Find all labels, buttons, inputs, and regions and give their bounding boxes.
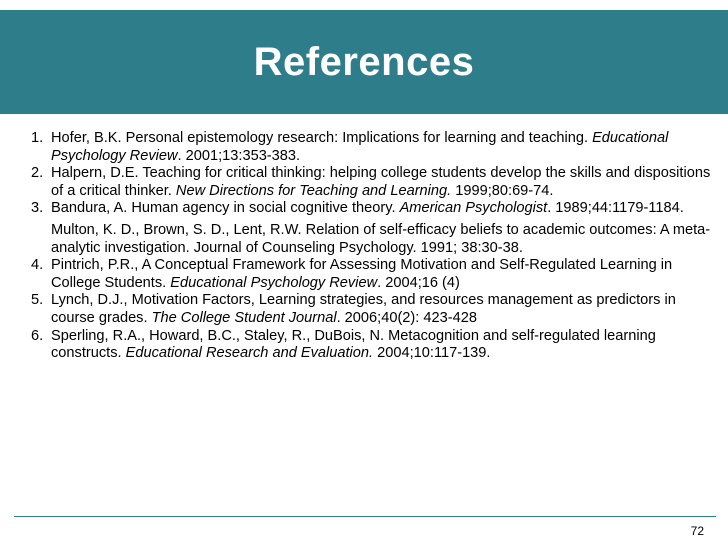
reference-item	[31, 257, 711, 292]
reference-number: 6.	[31, 327, 44, 344]
reference-item	[31, 292, 711, 327]
reference-source: The College Student Journal	[151, 309, 337, 326]
reference-text: Hofer, B.K. Personal epistemology research: Implications for learning and teaching.	[51, 130, 593, 146]
reference-list	[31, 130, 711, 363]
reference-details: 1999;80:69-74.	[451, 182, 554, 199]
reference-source: Educational Psychology Review	[170, 274, 378, 291]
reference-item	[31, 200, 711, 218]
reference-item	[31, 130, 711, 165]
reference-number: 1.	[31, 130, 44, 146]
reference-item	[31, 222, 711, 257]
reference-number: 2.	[31, 165, 44, 182]
slide-title: References	[253, 39, 475, 84]
reference-text: Sperling, R.A., Howard, B.C., Staley, R., DuBois, N. Metacognition and self-regulated learning constructs.	[51, 327, 656, 362]
reference-source: American Psychologist	[399, 200, 548, 217]
reference-details: . 2001;13:353-383.	[177, 147, 301, 164]
page-number: 72	[690, 524, 704, 538]
reference-item	[31, 328, 711, 363]
reference-details: 2004;10:117-139.	[373, 345, 491, 362]
reference-text: Halpern, D.E. Teaching for critical thinking: helping college students develop the skills and dispositions of a critical thinker.	[51, 165, 711, 199]
reference-text: Bandura, A. Human agency in social cognitive theory.	[51, 200, 400, 217]
reference-source: Educational Psychology Review	[51, 130, 669, 164]
reference-item	[31, 165, 711, 200]
reference-number: 5.	[31, 292, 44, 309]
reference-number: 3.	[31, 200, 44, 217]
reference-source: Educational Research and Evaluation.	[125, 345, 374, 362]
reference-text: Multon, K. D., Brown, S. D., Lent, R.W. Relation of self-efficacy beliefs to academic outcomes: A meta-analytic investigation. Journal of Counseling Psychology. 1991; 38:30-38.	[51, 221, 711, 256]
reference-details: . 2006;40(2): 423-428	[336, 309, 477, 326]
reference-text: Pintrich, P.R., A Conceptual Framework for Assessing Motivation and Self-Regulated Learning in College Students.	[51, 257, 673, 291]
reference-details: . 1989;44:1179-1184.	[547, 200, 684, 217]
title-banner	[0, 10, 728, 114]
reference-source: New Directions for Teaching and Learning.	[175, 182, 452, 199]
reference-number: 4.	[31, 257, 44, 274]
reference-text: Lynch, D.J., Motivation Factors, Learning strategies, and resources management as predictors in course grades.	[51, 292, 676, 326]
footer-divider	[14, 516, 716, 517]
reference-details: . 2004;16 (4)	[377, 274, 460, 291]
